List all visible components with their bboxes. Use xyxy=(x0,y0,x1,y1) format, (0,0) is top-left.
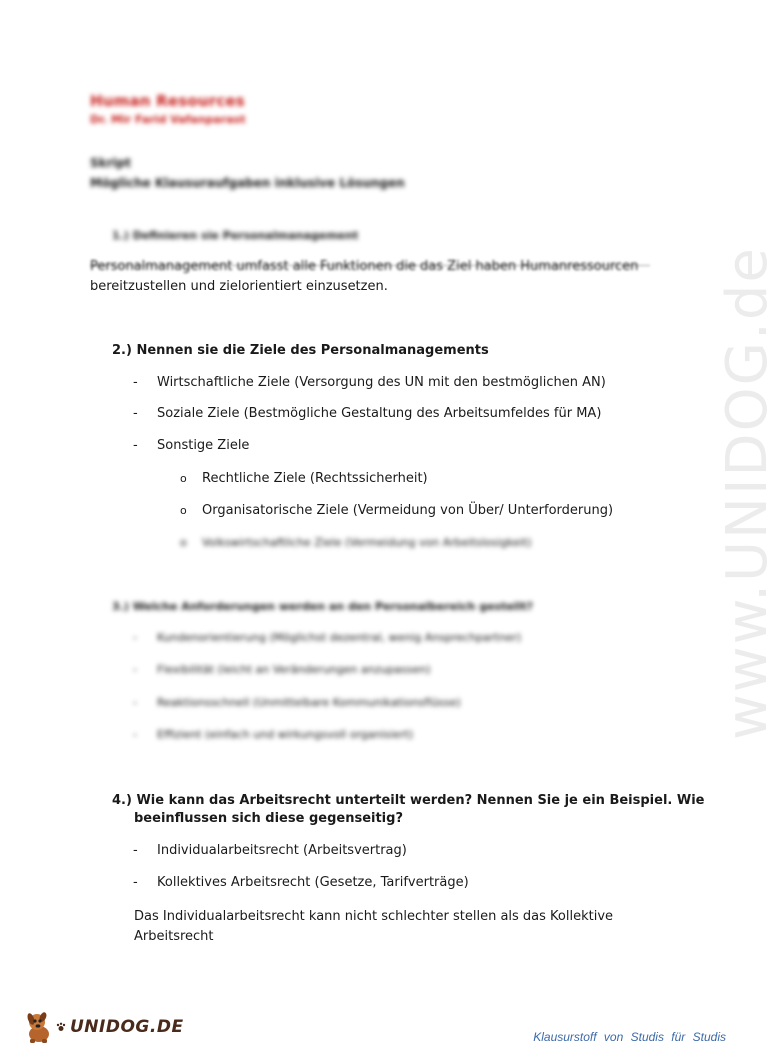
bullet-circle: o xyxy=(180,536,187,549)
q2-bullet-text: Soziale Ziele (Bestmögliche Gestaltung des Arbeitsumfeldes für MA) xyxy=(157,406,602,421)
q3-bullet-text: Reaktionsschnell (Unmittelbare Kommunikationsflüsse) xyxy=(157,696,461,709)
q4-heading-line-1: 4.) Wie kann das Arbeitsrecht unterteilt werden? Nennen Sie je ein Beispiel. Wie xyxy=(112,793,705,808)
doc-kind: Skript xyxy=(90,156,131,170)
footer-slogan: Klausurstoff von Studis für Studis xyxy=(533,1030,726,1044)
bullet-circle: o xyxy=(180,472,187,485)
q2-subbullet xyxy=(180,534,532,552)
paw-icon xyxy=(56,1022,66,1032)
doc-title: Mögliche Klausuraufgaben inklusive Lösungen xyxy=(90,176,405,190)
q2-subbullet-text: Rechtliche Ziele (Rechtssicherheit) xyxy=(202,471,428,486)
q3-bullet xyxy=(133,661,431,679)
q2-subbullet-text: Volkswirtschaftliche Ziele (Vermeidung von Arbeitslosigkeit) xyxy=(202,536,532,549)
q2-bullet-text: Sonstige Ziele xyxy=(157,438,250,453)
q3-bullet xyxy=(133,629,521,647)
bullet-dash: - xyxy=(133,438,138,453)
bullet-dash: - xyxy=(133,875,138,890)
watermark-text: www.UNIDOG.de xyxy=(715,246,780,740)
q2-bullet xyxy=(133,374,606,392)
q2-bullet xyxy=(133,437,249,455)
q2-heading: 2.) Nennen sie die Ziele des Personalmanagements xyxy=(112,343,489,358)
q3-bullet-text: Kundenorientierung (Möglichst dezentral, wenig Ansprechpartner) xyxy=(157,631,522,644)
logo-text: UNIDOG.DE xyxy=(70,1017,184,1037)
q1-answer-line-1: Personalmanagement umfasst alle Funktionen die das Ziel haben Humanressourcen xyxy=(90,259,639,274)
bullet-dash: - xyxy=(133,696,137,709)
q3-bullet xyxy=(133,694,461,712)
q4-bullet xyxy=(133,842,407,860)
q4-heading-line-2: beeinflussen sich diese gegenseitig? xyxy=(134,811,403,826)
q2-bullet-text: Wirtschaftliche Ziele (Versorgung des UN mit den bestmöglichen AN) xyxy=(157,375,606,390)
header-title: Human Resources xyxy=(90,92,245,110)
q2-subbullet xyxy=(180,470,428,488)
q4-bullet-text: Individualarbeitsrecht (Arbeitsvertrag) xyxy=(157,843,407,858)
bullet-dash: - xyxy=(133,728,137,741)
q2-bullet xyxy=(133,405,601,423)
header-author: Dr. Mir Farid Vafanparast xyxy=(90,113,246,126)
bullet-dash: - xyxy=(133,663,137,676)
q1-answer-line-2: bereitzustellen und zielorientiert einzusetzen. xyxy=(90,279,388,294)
q4-answer-line-1: Das Individualarbeitsrecht kann nicht schlechter stellen als das Kollektive xyxy=(134,909,614,924)
q1-heading: 1.) Definieren sie Personalmanagement xyxy=(112,229,359,242)
q3-bullet xyxy=(133,726,413,744)
q2-subbullet-text: Organisatorische Ziele (Vermeidung von Über/ Unterforderung) xyxy=(202,503,614,518)
bullet-dash: - xyxy=(133,406,138,421)
dog-mascot-icon xyxy=(24,1010,54,1044)
q4-bullet xyxy=(133,874,469,892)
q2-subbullet xyxy=(180,502,613,520)
q3-bullet-text: Flexibilität (leicht an Veränderungen anzupassen) xyxy=(157,663,431,676)
q4-answer-line-2: Arbeitsrecht xyxy=(134,929,214,944)
bullet-dash: - xyxy=(133,843,138,858)
watermark xyxy=(660,246,780,750)
bullet-dash: - xyxy=(133,631,137,644)
bullet-circle: o xyxy=(180,504,187,517)
q3-bullet-text: Effizient (einfach und wirkungsvoll organisiert) xyxy=(157,728,414,741)
q3-heading: 3.) Welche Anforderungen werden an den Personalbereich gestellt? xyxy=(112,600,533,613)
q4-bullet-text: Kollektives Arbeitsrecht (Gesetze, Tarifverträge) xyxy=(157,875,469,890)
footer-logo[interactable] xyxy=(24,1010,184,1044)
bullet-dash: - xyxy=(133,375,138,390)
